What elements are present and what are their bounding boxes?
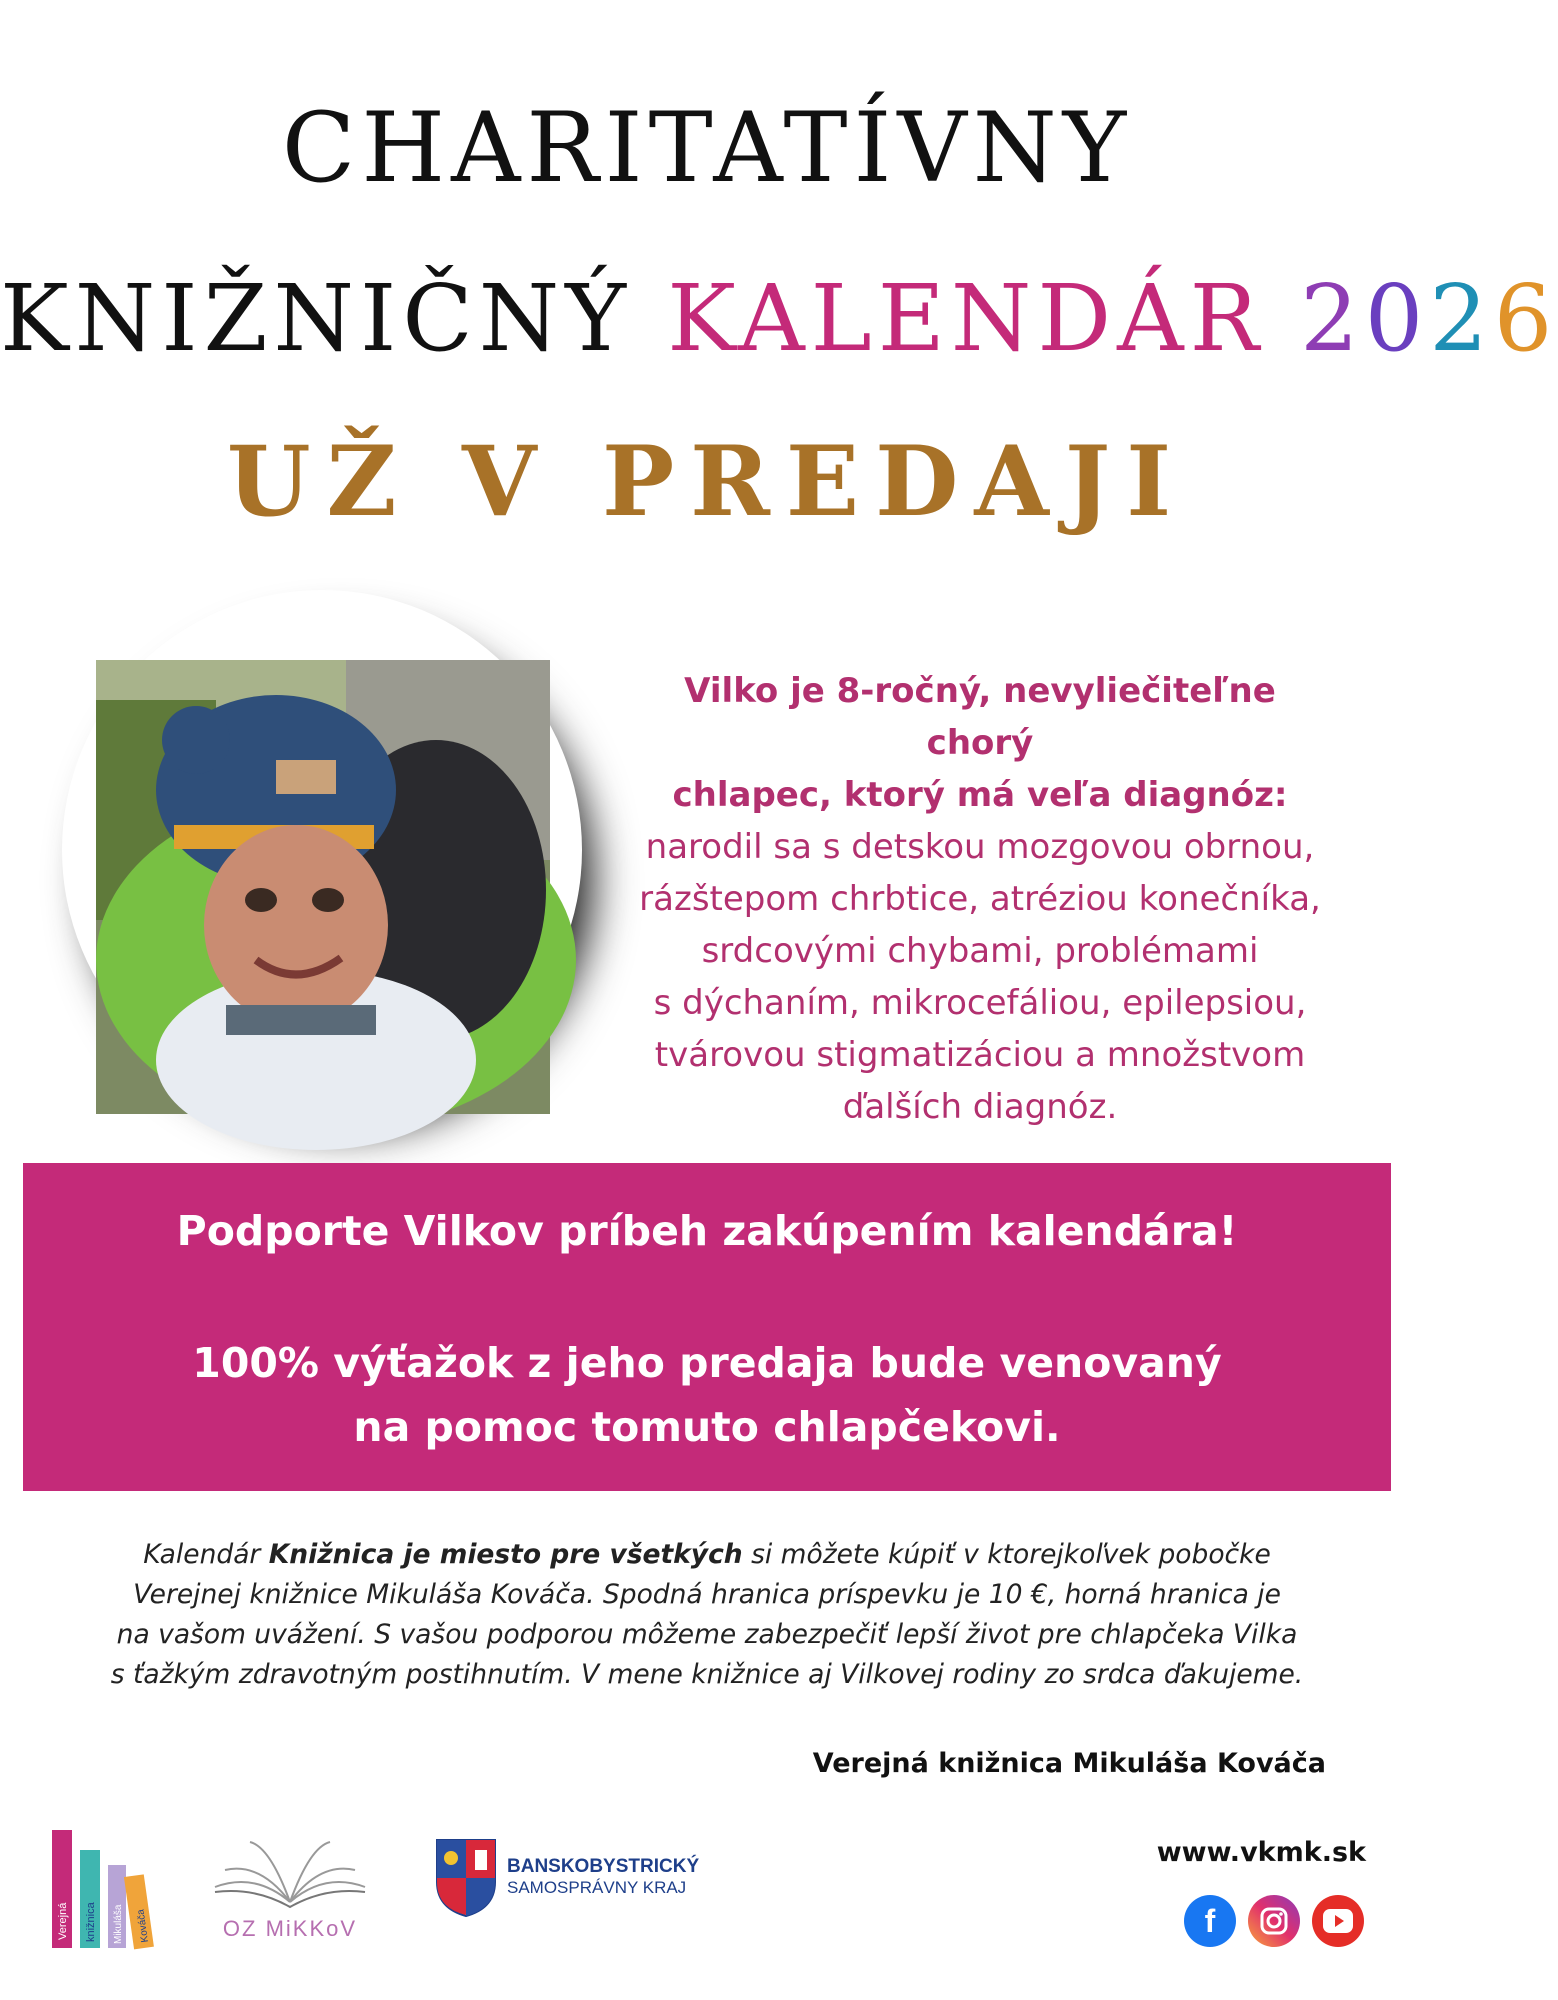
description-line: narodil sa s detskou mozgovou obrnou, — [645, 827, 1315, 867]
year-digit: 2 — [1429, 265, 1494, 372]
year-digit: 6 — [1493, 265, 1558, 372]
title-line-charitativny: CHARITATÍVNY — [281, 92, 1133, 204]
description-line: ďalších diagnóz. — [842, 1087, 1118, 1127]
bbsk-crest-icon — [435, 1838, 497, 1918]
description-lead-line: Vilko je 8-ročný, nevyliečiteľne chorý — [684, 671, 1276, 763]
calendar-title: Knižnica je miesto pre všetkých — [268, 1539, 743, 1570]
description-line: tvárovou stigmatizáciou a množstvom — [654, 1035, 1306, 1075]
description-line: srdcovými chybami, problémami — [701, 931, 1259, 971]
boy-photo-frame — [62, 590, 592, 1120]
facebook-icon[interactable]: f — [1184, 1895, 1236, 1947]
support-banner — [23, 1163, 1391, 1491]
open-book-icon — [205, 1832, 375, 1922]
social-icons — [1184, 1895, 1364, 1947]
website-link[interactable]: www.vkmk.sk — [1156, 1837, 1366, 1868]
library-spine-text: Kováča — [135, 1908, 151, 1944]
library-books-logo — [50, 1830, 170, 1950]
bbsk-name-line2: SAMOSPRÁVNY KRAJ — [507, 1878, 687, 1897]
banner-headline: Podporte Vilkov príbeh zakúpením kalendára! — [176, 1207, 1238, 1255]
body-line: Verejnej knižnice Mikuláša Kováča. Spodná hranica príspevku je 10 €, horná hranica je — [133, 1579, 1281, 1610]
year-digit: 0 — [1364, 265, 1430, 372]
banner-line: na pomoc tomuto chlapčekovi. — [353, 1403, 1061, 1451]
library-spine-text: knižnica — [85, 1902, 97, 1942]
body-line: na vašom uvážení. S vašou podporou môžeme zabezpečiť lepší život pre chlapčeka Vilka — [116, 1619, 1298, 1650]
oz-mikkov-name: OZ MiKKoV — [222, 1916, 358, 1941]
youtube-icon[interactable] — [1312, 1895, 1364, 1947]
library-spine-text: Mikuláša — [113, 1904, 124, 1944]
body-paragraph — [40, 1535, 1374, 1695]
title-word-kalendar: KALENDÁR — [667, 265, 1265, 372]
banner-line: 100% výťažok z jeho predaja bude venovaný — [192, 1339, 1222, 1387]
description-line: s dýchaním, mikrocefáliou, epilepsiou, — [653, 983, 1307, 1023]
oz-mikkov-logo — [205, 1832, 375, 1947]
year-digit: 2 — [1300, 265, 1365, 372]
description-lead-line: chlapec, ktorý má veľa diagnóz: — [672, 775, 1288, 815]
title-line-uz-v-predaji: UŽ V PREDAJI — [226, 425, 1188, 538]
signature: Verejná knižnica Mikuláša Kováča — [812, 1748, 1326, 1779]
bbsk-logo — [435, 1838, 735, 1922]
library-spine-text: Verejná — [57, 1902, 69, 1940]
title-line-kalendar — [0, 265, 1558, 372]
title-word-kniznicny: KNIŽNIČNÝ — [0, 265, 632, 372]
description-line: rázštepom chrbtice, atréziou konečníka, — [639, 879, 1321, 919]
body-prefix: Kalendár — [143, 1539, 269, 1570]
vilko-description — [630, 665, 1330, 1133]
boy-photo — [96, 660, 550, 1114]
bbsk-name-line1: BANSKOBYSTRICKÝ — [507, 1856, 700, 1877]
body-line: s ťažkým zdravotným postihnutím. V mene knižnice aj Vilkovej rodiny zo srdca ďakujeme. — [110, 1659, 1304, 1690]
body-line — [40, 1535, 1374, 1575]
body-rest: si môžete kúpiť v ktorejkoľvek pobočke — [742, 1539, 1271, 1570]
instagram-icon[interactable] — [1248, 1895, 1300, 1947]
